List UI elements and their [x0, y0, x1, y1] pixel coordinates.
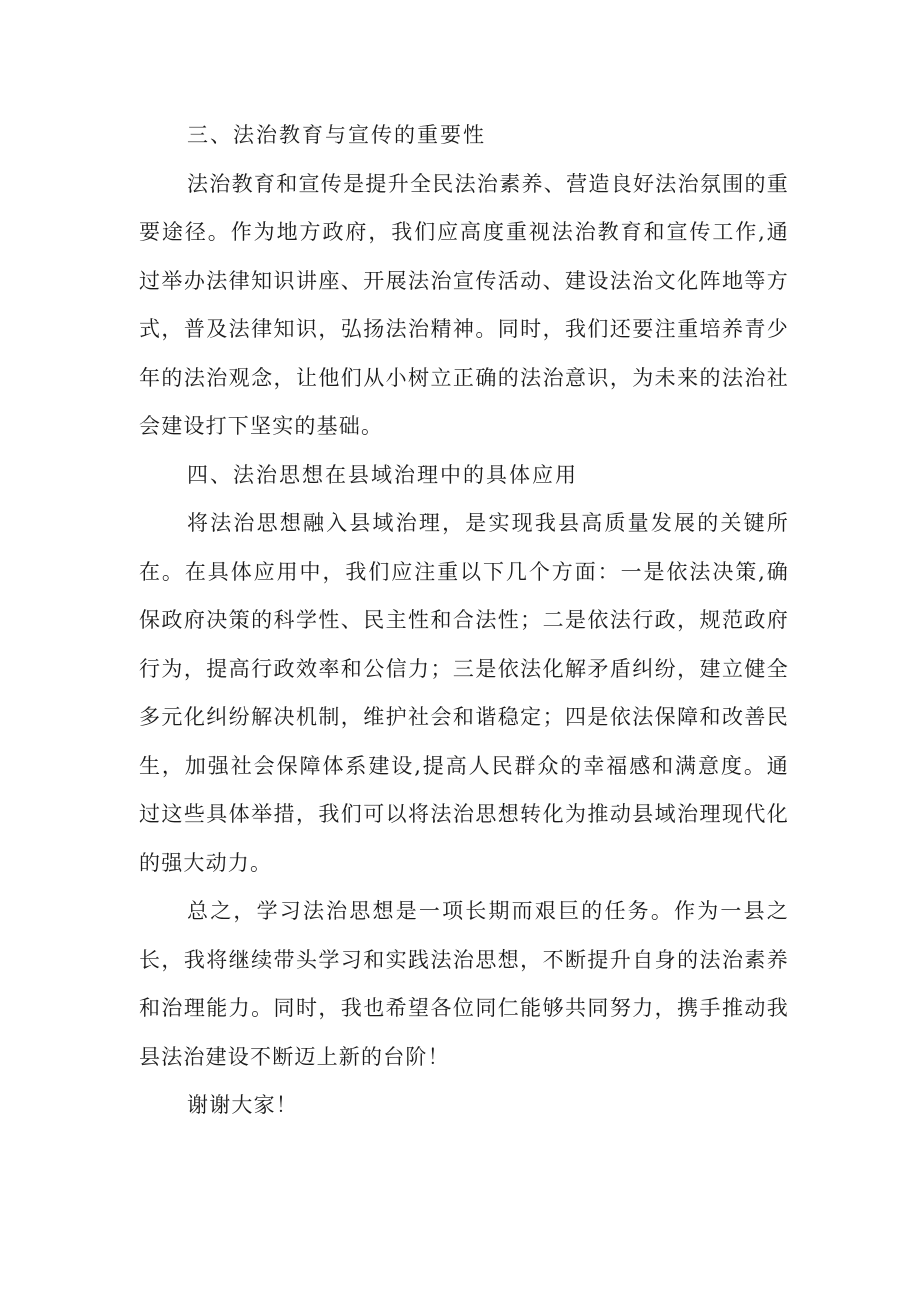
section-3-paragraph: 法治教育和宣传是提升全民法治素养、营造良好法治氛围的重要途径。作为地方政府，我们应高度重视法治教育和宣传工作,通过举办法律知识讲座、开展法治宣传活动、建设法治文化阵地等方式，普及法律知识，弘扬法治精神。同时，我们还要注重培养青少年的法治观念，让他们从小树立正确的法治意识，为未来的法治社会建设打下坚实的基础。	[139, 171, 789, 438]
section-4-paragraph: 将法治思想融入县域治理，是实现我县高质量发展的关键所在。在具体应用中，我们应注重以下几个方面：一是依法决策,确保政府决策的科学性、民主性和合法性；二是依法行政，规范政府行为，提高行政效率和公信力；三是依法化解矛盾纠纷，建立健全多元化纠纷解决机制，维护社会和谐稳定；四是依法保障和改善民生，加强社会保障体系建设,提高人民群众的幸福感和满意度。通过这些具体举措，我们可以将法治思想转化为推动县域治理现代化的强大动力。	[139, 511, 789, 875]
conclusion-paragraph: 总之，学习法治思想是一项长期而艰巨的任务。作为一县之长，我将继续带头学习和实践法治思想，不断提升自身的法治素养和治理能力。同时，我也希望各位同仁能够共同努力，携手推动我县法治建设不断迈上新的台阶！	[139, 899, 789, 1069]
document-body	[139, 111, 789, 1130]
closing-remark: 谢谢大家！	[187, 1093, 298, 1117]
section-3-heading: 三、法治教育与宣传的重要性	[187, 123, 486, 147]
section-4-heading: 四、法治思想在县域治理中的具体应用	[187, 462, 578, 487]
